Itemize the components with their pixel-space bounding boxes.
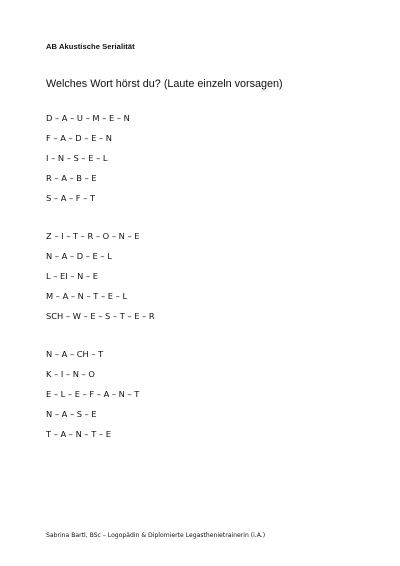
word-item: SCH – W – E – S – T – E – R xyxy=(46,310,155,321)
word-item: I – N – S – E – L xyxy=(46,152,108,163)
page-footer: Sabrina Bartl, BSc – Logopädin & Diplomierte Legasthenietrainerin (i.A.) xyxy=(46,532,266,539)
word-item: D – A – U – M – E – N xyxy=(46,113,130,123)
word-group-1 xyxy=(46,112,130,211)
word-group-3 xyxy=(46,348,139,447)
word-item: S – A – F – T xyxy=(46,192,96,203)
word-item: K – I – N – O xyxy=(46,368,95,379)
word-item: N – A – D – E – L xyxy=(46,250,112,261)
word-group-2 xyxy=(46,230,155,329)
word-item: M – A – N – T – E – L xyxy=(46,290,128,301)
word-item: R – A – B – E xyxy=(46,172,97,183)
word-item: T – A – N – T – E xyxy=(46,428,111,439)
word-item: N – A – S – E xyxy=(46,408,97,419)
word-item: N – A – CH – T xyxy=(46,349,104,359)
word-item: L – EI – N – E xyxy=(46,270,99,281)
word-item: Z – I – T – R – O – N – E xyxy=(46,231,140,241)
instruction-question: Welches Wort hörst du? (Laute einzeln vorsagen) xyxy=(46,78,283,90)
word-item: F – A – D – E – N xyxy=(46,132,112,143)
word-item: E – L – E – F – A – N – T xyxy=(46,388,140,399)
worksheet-title: AB Akustische Serialität xyxy=(46,42,135,51)
